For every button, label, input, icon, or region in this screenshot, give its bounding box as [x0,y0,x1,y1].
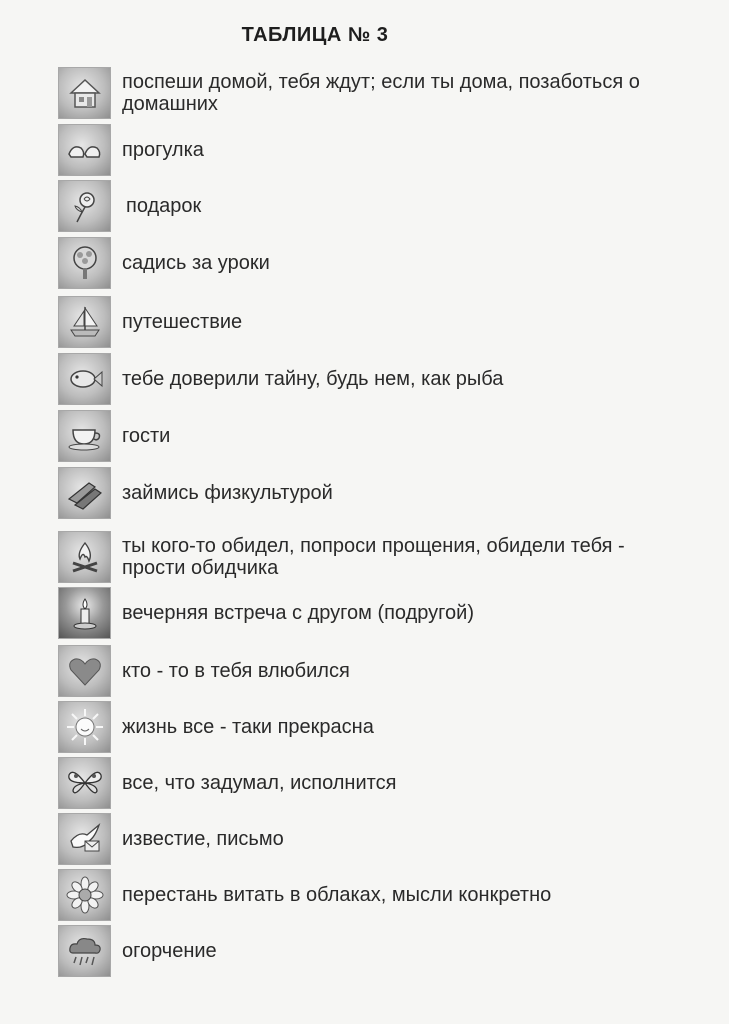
list-item [58,531,698,583]
list-item [58,410,698,462]
butterfly-icon [58,757,111,809]
list-item-label: перестань витать в облаках, мысли конкретно [122,884,552,906]
list-item-label: путешествие [122,311,243,333]
list-item [58,467,698,519]
raincloud-icon [58,925,111,977]
list-item-label: все, что задумал, исполнится [122,772,397,794]
list-item-label: тебе доверили тайну, будь нем, как рыба [122,368,504,390]
list-item-label: огорчение [122,940,217,962]
shoes-icon [58,124,111,176]
list-item [58,296,698,348]
list-item-label: вечерняя встреча с другом (подругой) [122,602,474,624]
dove-letter-icon [58,813,111,865]
list-item [58,67,698,119]
house-icon [58,67,111,119]
list-item-label: займись физкультурой [122,482,333,504]
list-item-label: подарок [126,195,202,217]
list-item-label: прогулка [122,139,204,161]
list-item [58,180,698,232]
list-item [58,587,698,639]
tree-icon [58,237,111,289]
flippers-icon [58,467,111,519]
flower-icon [58,869,111,921]
list-item-label: жизнь все - таки прекрасна [122,716,374,738]
teacup-icon [58,410,111,462]
list-item-label: гости [122,425,171,447]
list-item [58,237,698,289]
list-item-label: кто - то в тебя влюбился [122,660,350,682]
rose-icon [58,180,111,232]
list-item-label: садись за уроки [122,252,270,274]
list-item-label: поспеши домой, тебя ждут; если ты дома, позаботься о домашних [122,71,640,115]
list-item [58,645,698,697]
list-item [58,925,698,977]
campfire-icon [58,531,111,583]
list-item [58,124,698,176]
heart-icon [58,645,111,697]
candle-icon [58,587,111,639]
list-item [58,757,698,809]
list-item [58,813,698,865]
list-item [58,869,698,921]
sun-icon [58,701,111,753]
list-item [58,701,698,753]
list-item [58,353,698,405]
page-title: ТАБЛИЦА № 3 [241,24,389,46]
list-item-label: ты кого-то обидел, попроси прощения, обидели тебя - прости обидчика [122,535,625,579]
list-item-label: известие, письмо [122,828,284,850]
ship-icon [58,296,111,348]
fish-icon [58,353,111,405]
